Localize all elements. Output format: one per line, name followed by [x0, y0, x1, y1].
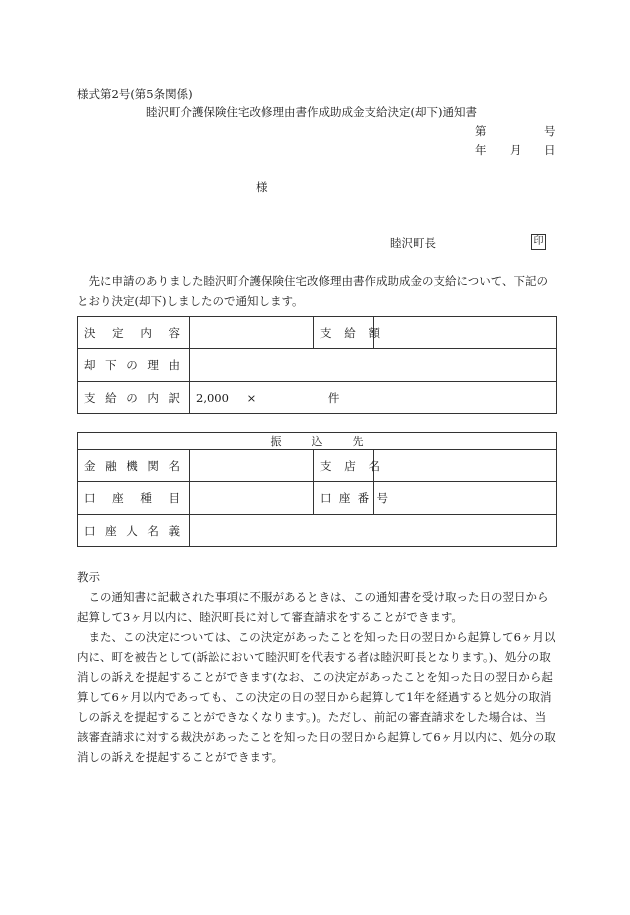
doc-number-suffix: 号 — [544, 124, 556, 138]
label-branch-name: 支 店 名 — [314, 450, 374, 482]
instruction-paragraph-2: また、この決定については、この決定があったことを知った日の翌日から起算して6ヶ月以内に、町を被告として(訴訟において睦沢町を代表する者は睦沢町長となります。)、処分の取消しの訴えを提起することができます(なお、この決定があったことを知った日の翌日から起算して6ヶ月以内であっても、この決定の日の翌日から起算して1年を経過すると処分の取消しの訴えを提起することができなくなります。)。ただし、前記の審査請求をした場合は、当該審査請求に対する裁決があったことを知った日の翌日から起算して6ヶ月以内に、処分の取消しの訴えを提起することができます。 — [77, 630, 556, 764]
payment-breakdown-cell[interactable] — [190, 382, 557, 414]
instruction-text — [77, 587, 557, 767]
decision-content-cell[interactable] — [190, 317, 314, 349]
issuer-name: 睦沢町長 — [390, 236, 436, 250]
decision-row-content — [78, 317, 557, 349]
label-rejection-reason: 却 下 の 理 由 — [78, 349, 190, 382]
decision-table — [77, 316, 557, 414]
branch-name-cell[interactable] — [374, 450, 557, 482]
document-title: 睦沢町介護保険住宅改修理由書作成助成金支給決定(却下)通知書 — [146, 105, 477, 119]
instruction-heading: 教示 — [77, 570, 100, 584]
account-number-cell[interactable] — [374, 482, 557, 515]
seal-mark: 印 — [531, 234, 546, 250]
decision-row-breakdown — [78, 382, 557, 414]
transfer-header-row — [78, 433, 557, 450]
bank-name-cell[interactable] — [190, 450, 314, 482]
date-day: 日 — [544, 143, 556, 157]
breakdown-unit: 件 — [327, 390, 340, 405]
label-bank-name: 金 融 機 関 名 — [78, 450, 190, 482]
rejection-reason-cell[interactable] — [190, 349, 557, 382]
label-decision-content: 決 定 内 容 — [78, 317, 190, 349]
label-account-number: 口 座 番 号 — [314, 482, 374, 515]
label-account-type: 口 座 種 目 — [78, 482, 190, 515]
form-number: 様式第2号(第5条関係) — [77, 87, 193, 101]
label-payment-breakdown: 支 給 の 内 訳 — [78, 382, 190, 414]
transfer-row-bank — [78, 450, 557, 482]
label-account-holder: 口 座 人 名 義 — [78, 515, 190, 547]
doc-number-prefix: 第 — [475, 124, 487, 138]
account-type-cell[interactable] — [190, 482, 314, 515]
transfer-row-holder — [78, 515, 557, 547]
transfer-header: 振 込 先 — [78, 433, 557, 450]
date-year: 年 — [475, 143, 487, 157]
account-holder-cell[interactable] — [190, 515, 557, 547]
label-payment-amount: 支 給 額 — [314, 317, 374, 349]
breakdown-times: × — [246, 390, 257, 405]
payment-amount-cell[interactable] — [374, 317, 557, 349]
decision-row-reason — [78, 349, 557, 382]
instruction-paragraph-1: この通知書に記載された事項に不服があるときは、この通知書を受け取った日の翌日から起算して3ヶ月以内に、睦沢町長に対して審査請求をすることができます。 — [77, 590, 549, 624]
transfer-row-account — [78, 482, 557, 515]
transfer-table — [77, 432, 557, 547]
breakdown-amount: 2,000 — [196, 390, 229, 405]
intro-text: 先に申請のありました睦沢町介護保険住宅改修理由書作成助成金の支給について、下記のとおり決定(却下)しましたので通知します。 — [77, 274, 549, 308]
date-month: 月 — [510, 143, 522, 157]
recipient-suffix: 様 — [256, 180, 268, 194]
